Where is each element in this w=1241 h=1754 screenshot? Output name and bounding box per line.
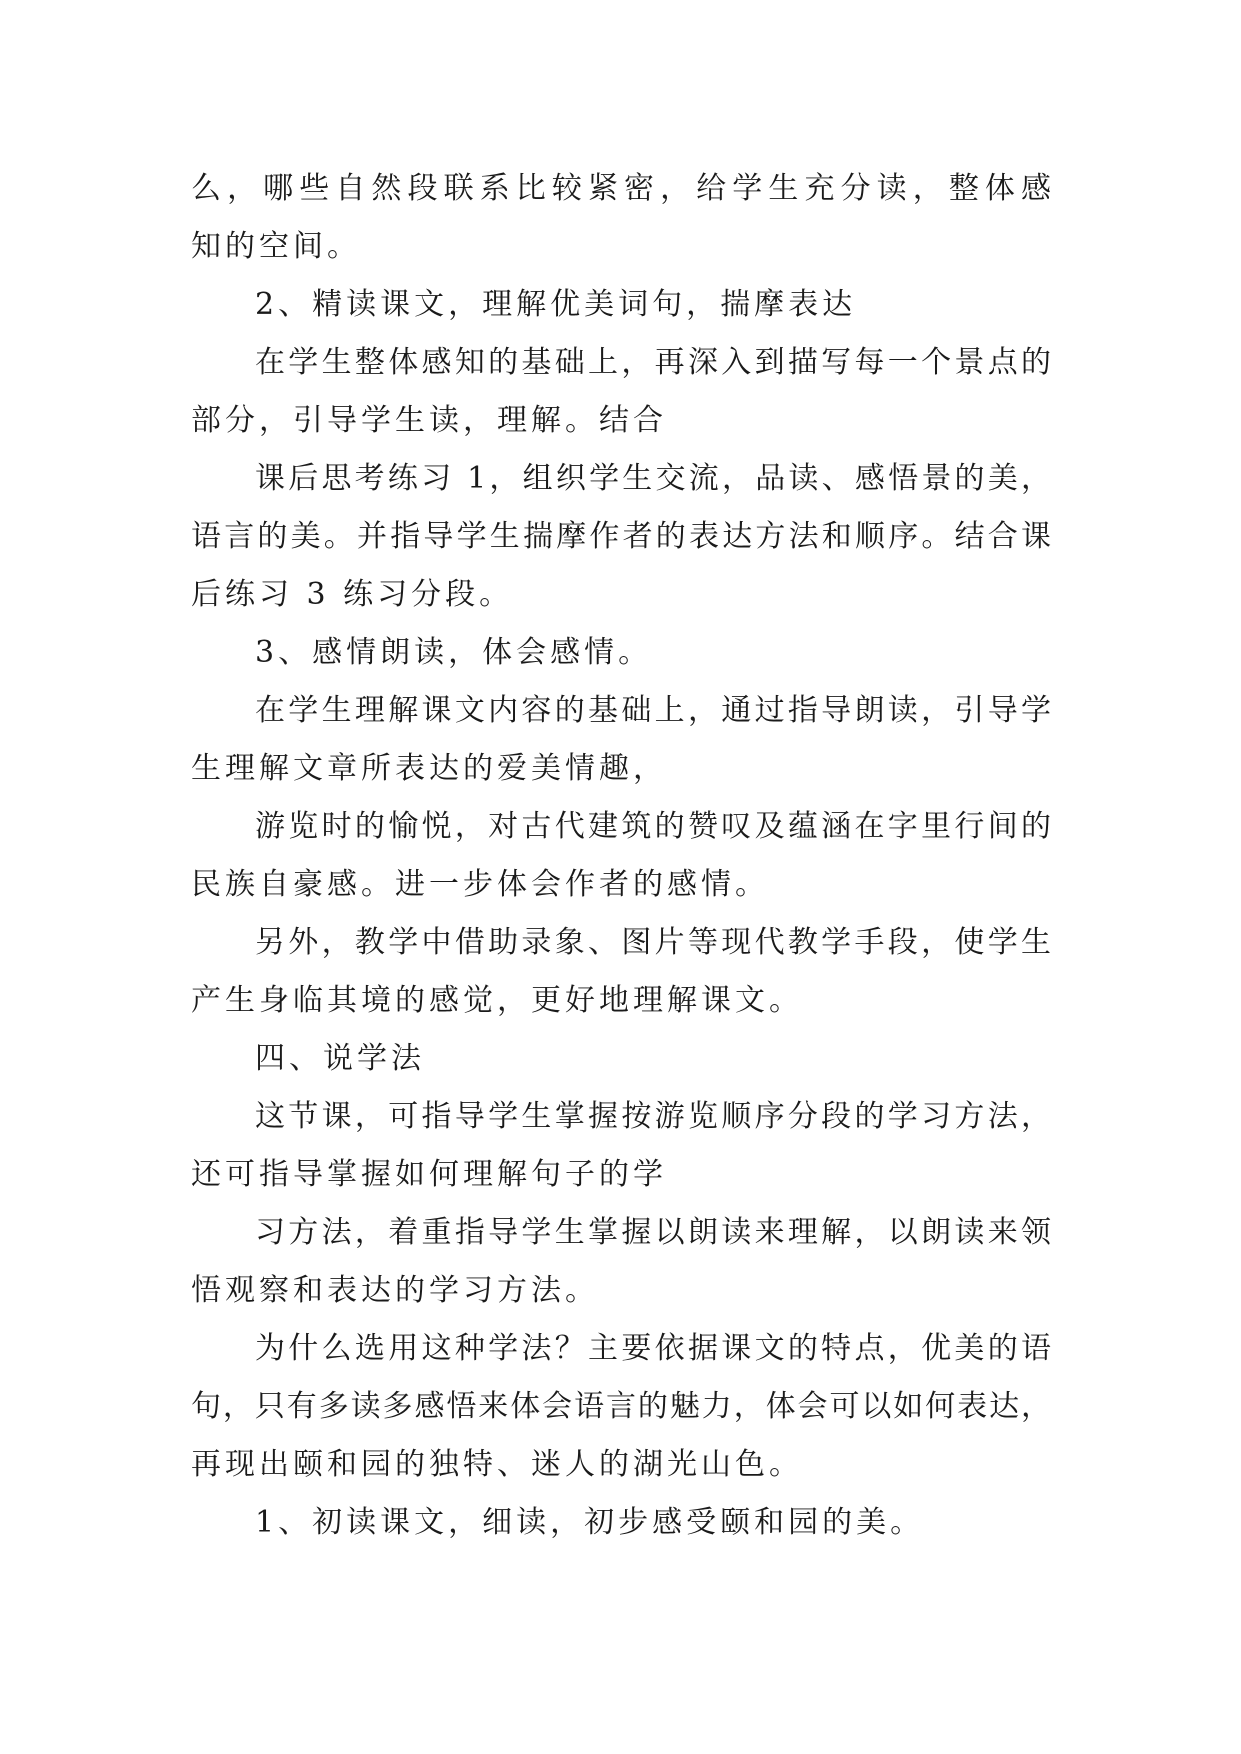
text-line: 部分，引导学生读，理解。结合 bbox=[191, 403, 667, 438]
text-line: 另外，教学中借助录象、图片等现代教学手段，使学生 bbox=[255, 925, 1051, 960]
section-heading: 3、感情朗读，体会感情。 bbox=[255, 635, 653, 670]
text-line: 为什么选用这种学法？主要依据课文的特点，优美的语 bbox=[255, 1331, 1051, 1366]
text-line: 再现出颐和园的独特、迷人的湖光山色。 bbox=[191, 1447, 803, 1482]
text-line: 产生身临其境的感觉，更好地理解课文。 bbox=[191, 983, 803, 1018]
text-line: 语言的美。并指导学生揣摩作者的表达方法和顺序。结合课 bbox=[191, 519, 1051, 554]
text-line: 课后思考练习 1，组织学生交流，品读、感悟景的美， bbox=[255, 461, 1051, 496]
text-line: 在学生整体感知的基础上，再深入到描写每一个景点的 bbox=[255, 345, 1051, 380]
text-line: 这节课，可指导学生掌握按游览顺序分段的学习方法， bbox=[255, 1099, 1051, 1134]
text-line: 民族自豪感。进一步体会作者的感情。 bbox=[191, 867, 769, 902]
section-heading: 1、初读课文，细读，初步感受颐和园的美。 bbox=[255, 1505, 925, 1540]
body-text bbox=[191, 160, 1051, 1552]
text-line: 么，哪些自然段联系比较紧密，给学生充分读，整体感 bbox=[191, 171, 1051, 206]
text-line: 习方法，着重指导学生掌握以朗读来理解，以朗读来领 bbox=[255, 1215, 1051, 1250]
text-line: 句，只有多读多感悟来体会语言的魅力，体会可以如何表达， bbox=[191, 1389, 1051, 1424]
section-heading: 2、精读课文，理解优美词句，揣摩表达 bbox=[255, 287, 857, 322]
text-line: 在学生理解课文内容的基础上，通过指导朗读，引导学 bbox=[255, 693, 1051, 728]
section-heading: 四、说学法 bbox=[255, 1041, 425, 1076]
text-line: 悟观察和表达的学习方法。 bbox=[191, 1273, 599, 1308]
text-line: 生理解文章所表达的爱美情趣， bbox=[191, 751, 667, 786]
text-line: 后练习 3 练习分段。 bbox=[191, 577, 514, 612]
text-line: 知的空间。 bbox=[191, 229, 361, 264]
text-line: 还可指导掌握如何理解句子的学 bbox=[191, 1157, 667, 1192]
text-line: 游览时的愉悦，对古代建筑的赞叹及蕴涵在字里行间的 bbox=[255, 809, 1051, 844]
